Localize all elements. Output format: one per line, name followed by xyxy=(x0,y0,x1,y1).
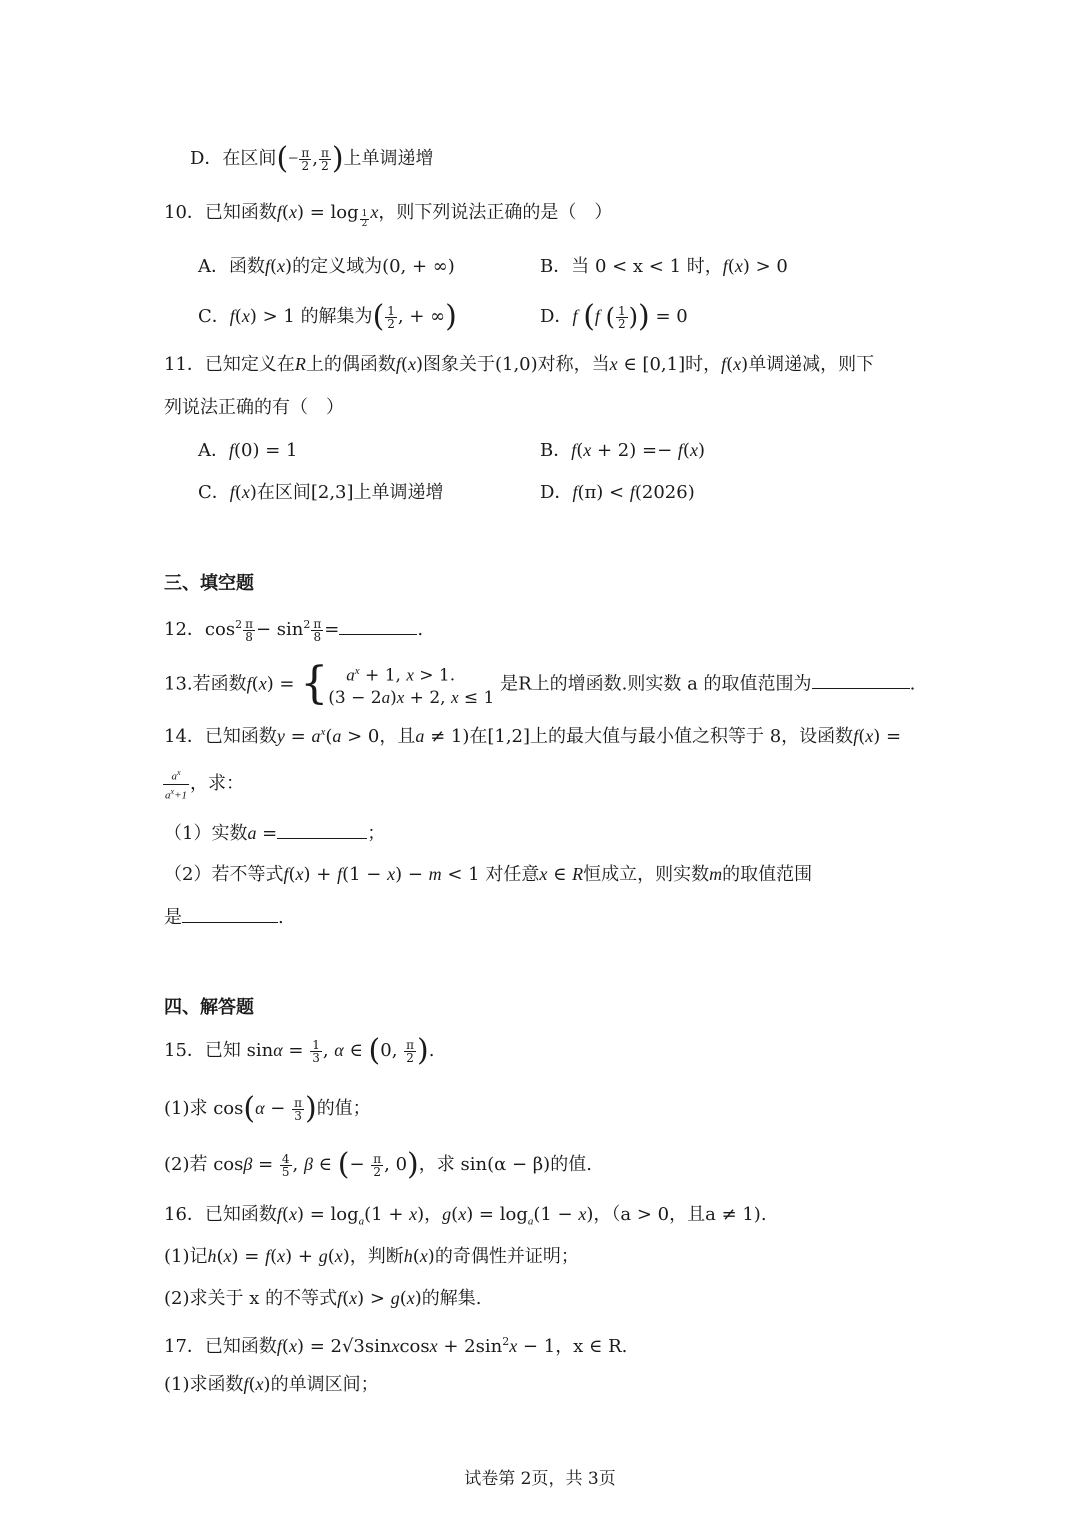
q17: 17．已知函数f(x) = 2√3sinxcosx + $2\sin^2x - 1$，x ∈ R. xyxy=(164,1335,628,1357)
q14-part1: （1）实数a = ； xyxy=(164,820,385,846)
q15-part1: (1)求 cos(α − $\frac{\pi}{3}$ )的值； xyxy=(164,1091,371,1126)
q14-part2-line2: 是 . xyxy=(164,904,284,930)
page-footer: 试卷第 2页，共 3页 xyxy=(464,1469,616,1489)
q10-option-d: D．f (f ( $\frac{1}{2}$ )) = 0 xyxy=(540,299,688,334)
q16: 16．已知函数$f(x) = \log_a(1 + x)$，$g(x) = \log_a(1 - x)$，（a > 0，且a ≠ 1). xyxy=(164,1204,767,1228)
q14-part2: （2）若不等式f(x) + f(1 − x) − m < 1 对任意x ∈ R恒成立，则实数m的取值范围 xyxy=(164,864,813,885)
q11-option-b: B．f(x + 2) =− f(x) xyxy=(540,440,705,461)
q15: 15．已知 sinα = $\frac{1}{3}$ , α ∈ (0, $\frac{\pi}{2}$ ). xyxy=(164,1033,435,1068)
section-answer: 四、解答题 xyxy=(164,997,254,1018)
q14-stem: 14．已知函数$y = a^x(a > 0$，且a ≠ 1)在[1,2]上的最大值与最小值之积等于 8，设函数f(x) = xyxy=(164,726,902,747)
q11-option-d: D．f(π) < f(2026) xyxy=(540,482,695,503)
q17-part1: (1)求函数f(x)的单调区间； xyxy=(164,1374,379,1395)
q10-option-c: C．f(x) > 1 的解集为( $\frac{1}{2}$ , + ∞) xyxy=(198,299,457,334)
q11-stem-line2: 列说法正确的有（ ） xyxy=(164,397,344,418)
q11-option-c: C．f(x)在区间[2,3]上单调递增 xyxy=(198,482,444,503)
q11-option-a: A．f(0) = 1 xyxy=(198,440,298,461)
q10-option-b: B．当 0 < x < 1 时，f(x) > 0 xyxy=(540,256,788,277)
q10-option-a: A．函数f(x)的定义域为(0, + ∞) xyxy=(198,256,455,277)
q12: 12．$\cos^2$ $\frac{\pi}{8}$ − $\sin^2$ $\frac{\pi}{8}$ = . xyxy=(164,616,424,644)
q9-option-d: D．在区间(− $\frac{\pi}{2}$ , $\frac{\pi}{2}$ )上单调递增 xyxy=(190,141,434,176)
section-fill-in: 三、填空题 xyxy=(164,573,254,594)
q16-part1: (1)记h(x) = f(x) + g(x)，判断h(x)的奇偶性并证明； xyxy=(164,1246,579,1267)
q14-fraction: $\frac{a^x}{a^x+1}$ ，求： xyxy=(165,768,244,802)
q13: 13.若函数f(x) = { $a^x + 1$, x > 1. (3 − 2a)x + 2, x ≤ 1 是R上的增函数.则实数 a 的取值范围为 . xyxy=(164,658,916,710)
q10-stem: 10．已知函数f(x) = log $_{\frac{1}{2}}$ x，则下列说法正确的是（ ） xyxy=(164,202,613,230)
q15-part2: (2)若 cosβ = $\frac{4}{5}$ , β ∈ (− $\frac{\pi}{2}$ , 0)，求 sin(α − β)的值. xyxy=(164,1147,592,1182)
q11-stem: 11．已知定义在R上的偶函数f(x)图象关于(1,0)对称，当x ∈ [0,1]时，f(x)单调递减，则下 xyxy=(164,354,875,375)
q16-part2: (2)求关于 x 的不等式f(x) > g(x)的解集. xyxy=(164,1288,482,1309)
